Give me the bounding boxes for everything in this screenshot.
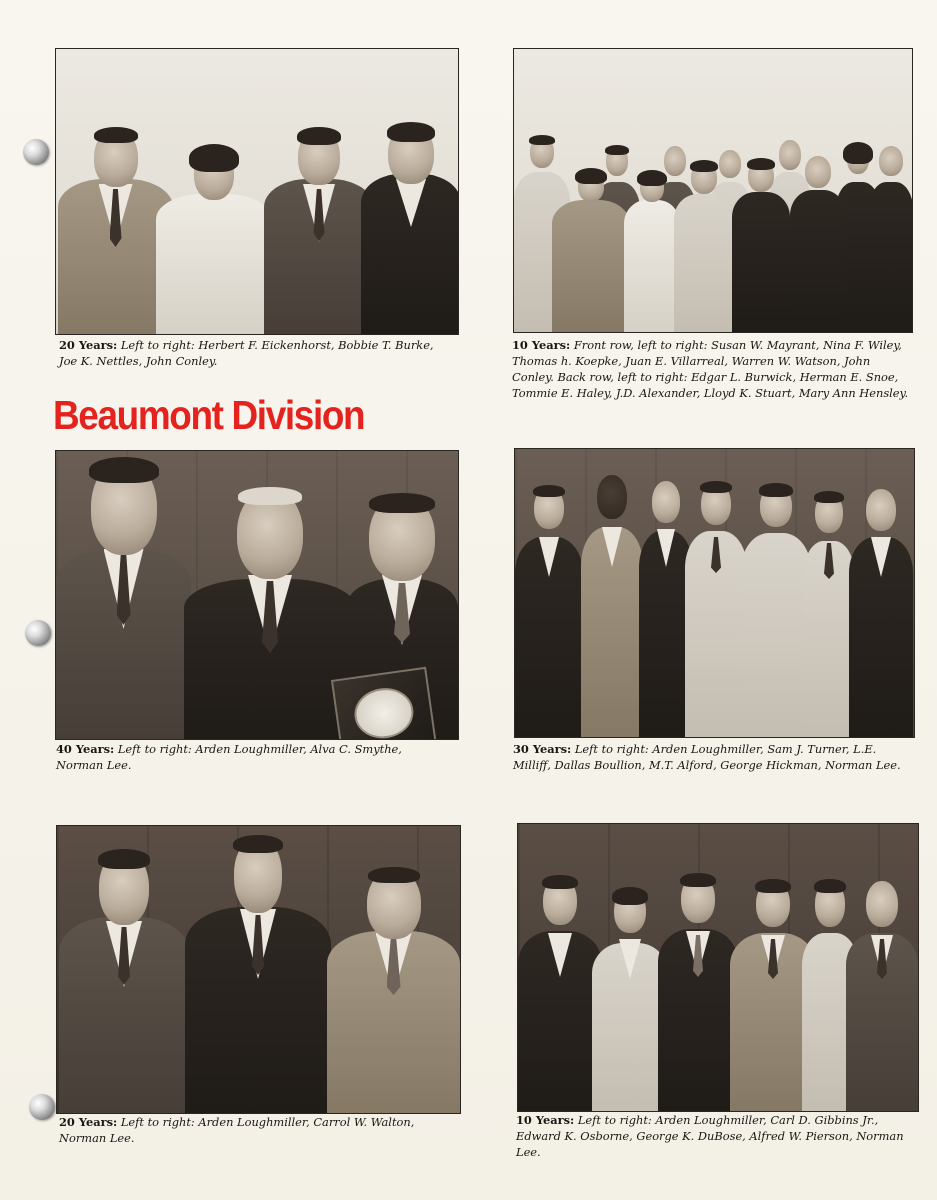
division-heading: Beaumont Division bbox=[53, 392, 365, 438]
person-figure bbox=[624, 172, 680, 332]
caption-lead: 20 Years: bbox=[59, 338, 118, 352]
caption-20-years-bottom bbox=[59, 1114, 454, 1146]
person-figure bbox=[685, 483, 747, 737]
person-figure bbox=[846, 881, 918, 1111]
person-figure bbox=[361, 124, 459, 334]
person-figure bbox=[327, 869, 460, 1113]
caption-30-years bbox=[513, 741, 908, 773]
person-figure bbox=[658, 875, 738, 1111]
person-figure bbox=[518, 877, 602, 1111]
caption-names: Left to right: Arden Loughmiller, Carrol W. Walton, Norman Lee. bbox=[59, 1115, 415, 1145]
person-figure bbox=[184, 489, 356, 739]
person-figure bbox=[869, 146, 913, 332]
caption-40-years bbox=[56, 741, 451, 773]
person-figure bbox=[515, 487, 583, 737]
caption-10-years-top bbox=[512, 337, 912, 401]
person-figure bbox=[581, 475, 643, 737]
person-figure bbox=[849, 489, 913, 737]
clock-plaque bbox=[331, 667, 437, 740]
caption-lead: 10 Years: bbox=[512, 338, 571, 352]
person-figure bbox=[741, 485, 811, 737]
binder-hole-bottom bbox=[29, 1094, 55, 1120]
person-figure bbox=[59, 851, 189, 1113]
person-figure bbox=[674, 162, 734, 332]
person-figure bbox=[803, 493, 855, 737]
caption-lead: 20 Years: bbox=[59, 1115, 118, 1129]
caption-names: Left to right: Arden Loughmiller, Carl D. Gibbins Jr., Edward K. Osborne, George K. DuBose, Alfred W. Pierson, Norman Lee. bbox=[516, 1113, 904, 1159]
person-figure bbox=[156, 144, 272, 334]
binder-hole-middle bbox=[25, 620, 51, 646]
caption-lead: 40 Years: bbox=[56, 742, 115, 756]
person-figure bbox=[732, 160, 790, 332]
caption-names: Left to right: Arden Loughmiller, Sam J. Turner, L.E. Milliff, Dallas Boullion, M.T. Alford, George Hickman, Norman Lee. bbox=[513, 742, 901, 772]
caption-names: Left to right: Herbert F. Eickenhorst, Bobbie T. Burke, Joe K. Nettles, John Conley. bbox=[59, 338, 434, 368]
caption-20-years-top bbox=[59, 337, 449, 369]
photo-40-years bbox=[55, 450, 459, 740]
person-figure bbox=[56, 457, 191, 739]
person-figure bbox=[552, 170, 630, 332]
person-figure bbox=[592, 889, 668, 1111]
person-figure bbox=[185, 837, 331, 1113]
photo-20-years-bottom bbox=[56, 825, 461, 1114]
caption-names: Left to right: Arden Loughmiller, Alva C. Smythe, Norman Lee. bbox=[56, 742, 402, 772]
photo-30-years bbox=[514, 448, 915, 738]
photo-10-years-top bbox=[513, 48, 913, 333]
caption-10-years-bottom bbox=[516, 1112, 911, 1160]
caption-lead: 10 Years: bbox=[516, 1113, 575, 1127]
person-figure bbox=[790, 156, 846, 332]
clock-icon bbox=[351, 684, 417, 740]
photo-10-years-bottom bbox=[517, 823, 919, 1112]
photo-20-years-top bbox=[55, 48, 459, 335]
binder-hole-top bbox=[23, 139, 49, 165]
caption-names: Front row, left to right: Susan W. Mayrant, Nina F. Wiley, Thomas h. Koepke, Juan E. Villarreal, Warren W. Watson, John Conley. Back row, left to right: Edgar L. Burwick, Herman E. Snoe, Tommie E. Haley, J.D. Alexander, Lloyd K. Stuart, Mary Ann Hensley. bbox=[512, 338, 909, 400]
caption-lead: 30 Years: bbox=[513, 742, 572, 756]
person-figure bbox=[264, 129, 374, 334]
